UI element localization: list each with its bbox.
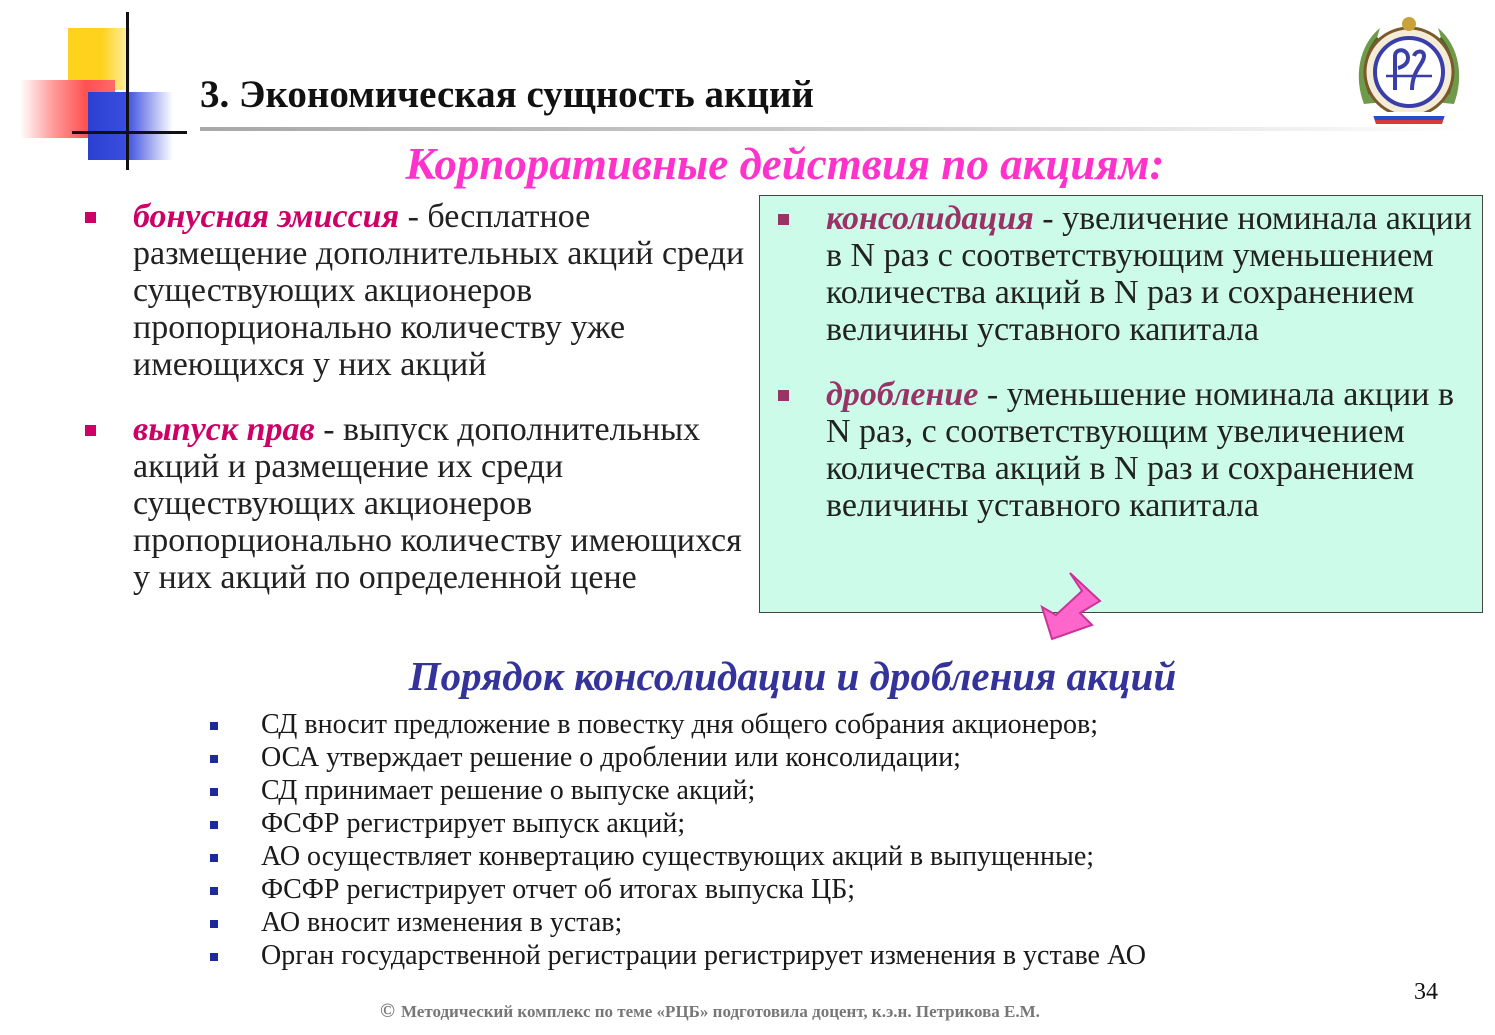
- bullet-square-icon: [210, 953, 218, 961]
- bullet-square-icon: [778, 390, 789, 401]
- list-item: [210, 873, 1146, 906]
- list-item: [210, 807, 1146, 840]
- steps-list: [210, 708, 1146, 972]
- bullet-square-icon: [778, 214, 789, 225]
- list-item: [210, 774, 1146, 807]
- step-text: АО осуществляет конвертацию существующих акций в выпущенные;: [261, 841, 1095, 872]
- list-item: [210, 708, 1146, 741]
- step-text: ОСА утверждает решение о дроблении или консолидации;: [261, 742, 961, 773]
- list-item: [778, 200, 1478, 348]
- pink-arrow-icon: [1018, 567, 1108, 647]
- term-definition: - увеличение номинала акции в N раз с соответствующим уменьшением количества акций в N раз и сохранением величины уставного капитала: [826, 200, 1472, 348]
- list-item: [778, 376, 1478, 524]
- bullet-square-icon: [210, 722, 218, 730]
- step-text: ФСФР регистрирует выпуск акций;: [261, 808, 686, 839]
- bullet-square-icon: [85, 212, 96, 223]
- copyright-icon: ©: [380, 1000, 395, 1022]
- step-text: СД вносит предложение в повестку дня общего собрания акционеров;: [261, 709, 1099, 740]
- bullet-square-icon: [210, 854, 218, 862]
- footer-text: Методический комплекс по теме «РЦБ» подготовила доцент, к.э.н. Петрикова Е.М.: [400, 1002, 1040, 1021]
- list-item: [210, 741, 1146, 774]
- bullet-square-icon: [210, 920, 218, 928]
- definitions-box: [759, 195, 1483, 613]
- bullet-square-icon: [210, 887, 218, 895]
- decor-horizontal-line: [72, 131, 187, 134]
- term-consolidation: консолидация: [826, 200, 1034, 237]
- step-text: АО вносит изменения в устав;: [261, 907, 623, 938]
- order-title: Порядок консолидации и дробления акций: [408, 653, 1177, 699]
- university-emblem-icon: [1350, 8, 1468, 140]
- step-text: СД принимает решение о выпуске акций;: [261, 775, 756, 806]
- bullet-square-icon: [210, 788, 218, 796]
- list-item: [210, 939, 1146, 972]
- bullet-square-icon: [85, 425, 96, 436]
- list-item: [85, 198, 760, 383]
- term-rights-issue: выпуск прав: [133, 411, 315, 448]
- term-split: дробление: [826, 376, 979, 413]
- footer: [380, 1000, 1040, 1023]
- term-bonus-issue: бонусная эмиссия: [133, 198, 400, 235]
- bullet-square-icon: [210, 821, 218, 829]
- bullet-square-icon: [210, 755, 218, 763]
- title-underline: [200, 127, 1470, 131]
- page-number: 34: [1414, 979, 1438, 1005]
- list-item: [210, 840, 1146, 873]
- term-definition: - уменьшение номинала акции в N раз, с соответствующим увеличением количества акций в N раз и сохранением величины уставного капитала: [826, 376, 1454, 524]
- list-item: [210, 906, 1146, 939]
- left-column: [85, 198, 760, 624]
- subtitle: Корпоративные действия по акциям:: [405, 139, 1165, 189]
- slide-title: 3. Экономическая сущность акций: [200, 73, 814, 116]
- term-definition: - бесплатное размещение дополнительных акций среди существующих акционеров пропорционально количеству уже имеющихся у них акций: [133, 198, 745, 383]
- step-text: ФСФР регистрирует отчет об итогах выпуска ЦБ;: [261, 874, 856, 905]
- step-text: Орган государственной регистрации регистрирует изменения в уставе АО: [261, 940, 1147, 971]
- term-definition: - выпуск дополнительных акций и размещение их среди существующих акционеров пропорционально количеству имеющихся у них акций по определенной цене: [133, 411, 742, 596]
- list-item: [85, 411, 760, 596]
